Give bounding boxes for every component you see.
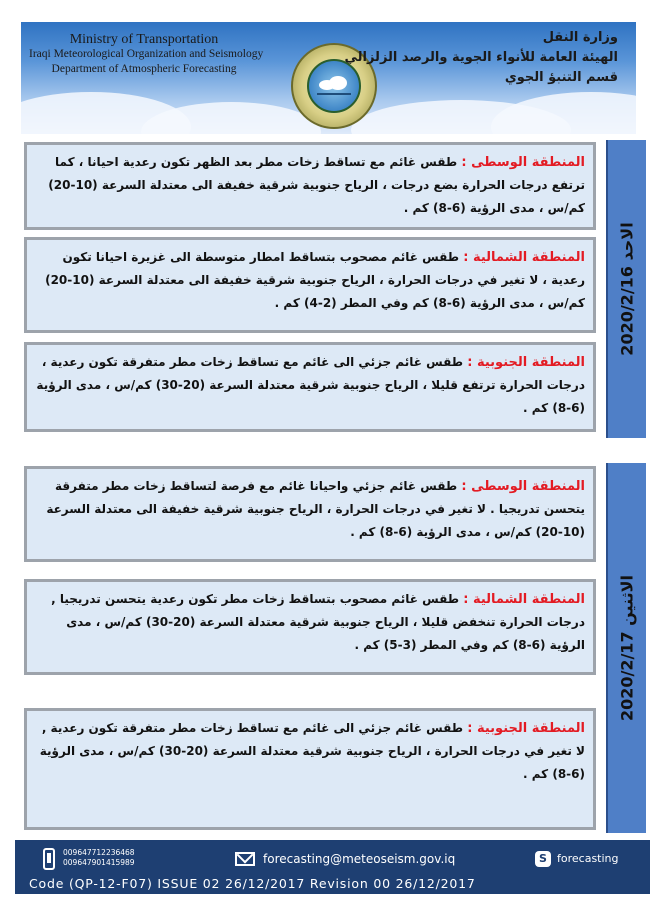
mail-icon — [235, 852, 255, 866]
header-banner — [21, 22, 636, 134]
region-label: المنطقة الشمالية : — [463, 250, 585, 265]
date-bar — [606, 463, 646, 833]
date-label — [618, 222, 637, 355]
skype-icon: S — [535, 851, 551, 867]
region-box-northern — [24, 237, 596, 333]
region-forecast-text: طقس غائم جزئي واحيانا غائم مع فرصة لتساقط زخات مطر متفرقة يتحسن تدريجيا . لا تغير في درجات الحرارة ، الرياح جنوبية شرقية خفيفة الى معتدلة السرعة (10-20) كم/س ، مدى الرؤية (6-8) كم . — [46, 479, 585, 539]
region-box-central — [24, 466, 596, 562]
region-forecast-text: طقس غائم جزئي الى غائم مع تساقط زخات مطر متفرقة تكون رعدية , لا تغير في درجات الحرارة ، الرياح جنوبية شرقية معتدلة السرعة (20-30) كم/س ، مدى الرؤية (6-8) كم . — [39, 721, 585, 781]
ministry-name-ar: وزارة النقل — [542, 30, 618, 45]
email-link[interactable]: forecasting@meteoseism.gov.iq — [263, 852, 456, 866]
phone-icon — [43, 848, 55, 870]
date-value: 2020/2/17 — [617, 631, 637, 722]
footer — [15, 840, 650, 894]
region-forecast-text: طقس غائم مصحوب بتساقط زخات مطر تكون رعدية يتحسن تدريجيا , درجات الحرارة تنخفض قليلا ، الرياح جنوبية شرقية معتدلة السرعة (20-30) كم/س ، مدى الرؤية (6-8) كم وفي المطر (3-5) كم . — [51, 592, 585, 652]
department-name-ar: قسم التنبؤ الجوي — [504, 70, 618, 85]
phone-number[interactable]: 009647712236468 — [63, 848, 135, 857]
region-label: المنطقة الجنوبية : — [467, 355, 585, 370]
forecast-day-1 — [16, 140, 646, 438]
region-label: المنطقة الشمالية : — [463, 592, 585, 607]
date-label — [618, 575, 637, 721]
document-code: Code (QP-12-F07) ISSUE 02 26/12/2017 Revision 00 26/12/2017 — [29, 876, 476, 891]
region-box-southern — [24, 708, 596, 830]
region-box-southern — [24, 342, 596, 432]
organization-name-ar: الهيئة العامة للأنواء الجوية والرصد الزلزالي — [344, 50, 618, 65]
region-label: المنطقة الجنوبية : — [467, 721, 585, 736]
region-forecast-text: طقس غائم مع تساقط زخات مطر بعد الظهر تكون رعدية احيانا ، كما ترتفع درجات الحرارة بضع درجات ، الرياح جنوبية شرقية خفيفة الى معتدلة السرعة (10-20) كم/س ، مدى الرؤية (6-8) كم . — [48, 155, 585, 215]
forecast-day-2 — [16, 463, 646, 833]
phone-numbers — [63, 848, 135, 868]
day-name: الاثنين — [617, 574, 637, 626]
day-name: الاحد — [617, 222, 637, 261]
department-name-en: Department of Atmospheric Forecasting — [51, 63, 237, 75]
region-forecast-text: طقس غائم مصحوب بتساقط امطار متوسطة الى غزيرة احيانا تكون رعدية ، لا تغير في درجات الحرارة ، الرياح جنوبية شرقية خفيفة الى معتدلة السرعة (10-20) كم/س ، مدى الرؤية (6-8) كم وفي المطر (2-4) كم . — [45, 250, 585, 310]
region-label: المنطقة الوسطى : — [461, 155, 585, 170]
cloud-decoration — [491, 92, 636, 134]
region-box-northern — [24, 579, 596, 675]
phone-number[interactable]: 009647901415989 — [63, 858, 135, 867]
english-header — [29, 32, 264, 77]
skype-handle[interactable]: forecasting — [557, 852, 619, 865]
date-value: 2020/2/16 — [617, 266, 637, 356]
ministry-name-en: Ministry of Transportation — [69, 32, 219, 47]
arabic-header — [344, 28, 618, 88]
region-label: المنطقة الوسطى : — [461, 479, 585, 494]
region-forecast-text: طقس غائم جزئي الى غائم مع تساقط زخات مطر متفرقة تكون رعدية ، درجات الحرارة ترتفع قليلا ، الرياح جنوبية شرقية معتدلة السرعة (20-30) كم/س ، مدى الرؤية (6-8) كم . — [36, 355, 585, 415]
organization-name-en: Iraqi Meteorological Organization and Seismology — [29, 48, 264, 60]
date-bar — [606, 140, 646, 438]
region-box-central — [24, 142, 596, 230]
